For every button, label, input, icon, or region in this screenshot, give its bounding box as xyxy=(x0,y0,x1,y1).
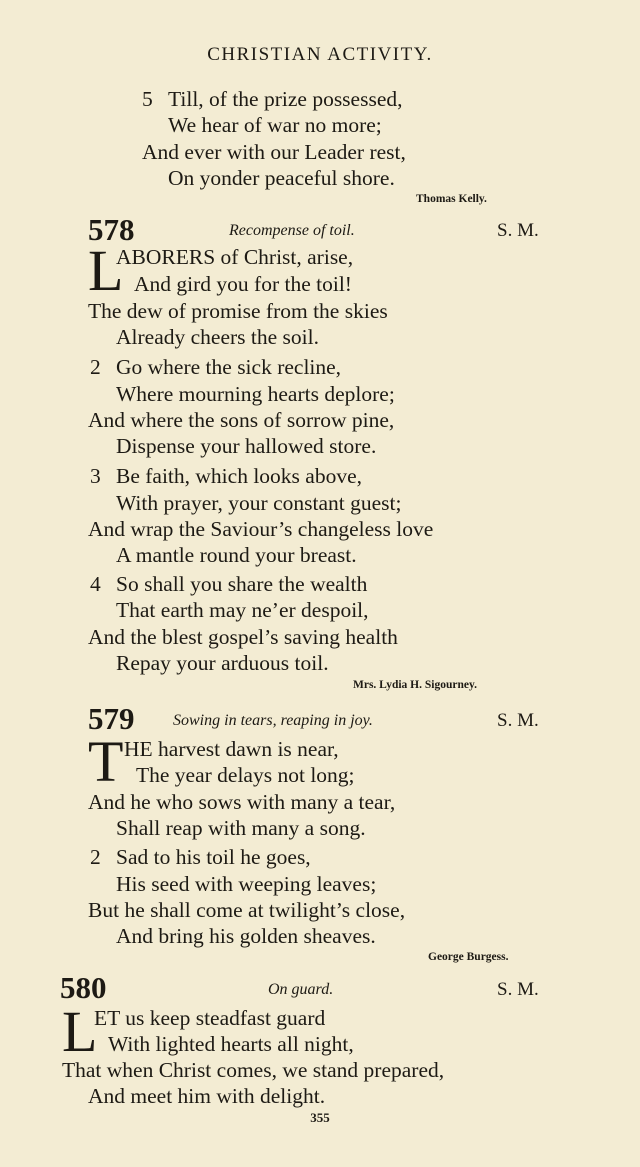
verse-line: The dew of promise from the skies xyxy=(88,299,388,323)
verse-line: But he shall come at twilight’s close, xyxy=(88,898,406,922)
verse-line: HE harvest dawn is near, xyxy=(124,737,339,761)
verse-line: That when Christ comes, we stand prepared, xyxy=(62,1058,445,1082)
verse-line: And he who sows with many a tear, xyxy=(88,790,396,814)
verse-number: 5 xyxy=(142,87,153,111)
author-credit: Thomas Kelly. xyxy=(416,193,487,205)
verse-line: His seed with weeping leaves; xyxy=(116,872,377,896)
hymn-title: Sowing in tears, reaping in joy. xyxy=(173,712,373,729)
verse-line: We hear of war no more; xyxy=(168,113,382,137)
verse-line: And gird you for the toil! xyxy=(134,272,352,296)
hymn-title: On guard. xyxy=(268,981,334,998)
verse-line: That earth may ne’er despoil, xyxy=(116,598,369,622)
hymn-meter: S. M. xyxy=(497,220,539,241)
verse-line: ET us keep steadfast guard xyxy=(94,1006,326,1030)
verse-number: 2 xyxy=(90,355,101,379)
verse-number: 3 xyxy=(90,464,101,488)
verse-line: And bring his golden sheaves. xyxy=(116,924,376,948)
verse-line: And wrap the Saviour’s changeless love xyxy=(88,517,434,541)
verse-line: 2 Sad to his toil he goes, xyxy=(90,845,311,869)
page-number: 355 xyxy=(310,1110,330,1125)
verse-line: 5 Till, of the prize possessed, xyxy=(142,87,403,111)
verse-line: Shall reap with many a song. xyxy=(116,816,366,840)
verse-line: Repay your arduous toil. xyxy=(116,651,329,675)
hymn-number: 580 xyxy=(60,970,107,1005)
verse-number: 2 xyxy=(90,845,101,869)
verse-line: Where mourning hearts deplore; xyxy=(116,382,395,406)
hymn-title: Recompense of toil. xyxy=(229,222,355,239)
hymn-number: 578 xyxy=(88,212,135,247)
verse-line: 3 Be faith, which looks above, xyxy=(90,464,363,488)
drop-cap: L xyxy=(62,999,98,1064)
verse-line: Already cheers the soil. xyxy=(116,325,319,349)
verse-line: And meet him with delight. xyxy=(88,1084,326,1108)
verse-line: And where the sons of sorrow pine, xyxy=(88,408,395,432)
verse-line: With lighted hearts all night, xyxy=(108,1032,354,1056)
verse-line: The year delays not long; xyxy=(136,763,355,787)
drop-cap: L xyxy=(88,238,124,303)
verse-line: And ever with our Leader rest, xyxy=(142,140,406,164)
hymn-number: 579 xyxy=(88,701,135,736)
verse-line: A mantle round your breast. xyxy=(116,543,357,567)
verse-number: 4 xyxy=(90,572,101,596)
author-credit: Mrs. Lydia H. Sigourney. xyxy=(353,679,477,691)
verse-line: With prayer, your constant guest; xyxy=(116,491,402,515)
verse-line: ABORERS of Christ, arise, xyxy=(116,245,354,269)
hymn-meter: S. M. xyxy=(497,710,539,731)
hymn-meter: S. M. xyxy=(497,979,539,1000)
verse-line: And the blest gospel’s saving health xyxy=(88,625,398,649)
drop-cap: T xyxy=(88,729,124,794)
verse-line: On yonder peaceful shore. xyxy=(168,166,395,190)
running-head: CHRISTIAN ACTIVITY. xyxy=(207,44,433,65)
verse-line: Dispense your hallowed store. xyxy=(116,434,377,458)
verse-line: 2 Go where the sick recline, xyxy=(90,355,342,379)
verse-line: 4 So shall you share the wealth xyxy=(90,572,368,596)
author-credit: George Burgess. xyxy=(428,951,509,963)
